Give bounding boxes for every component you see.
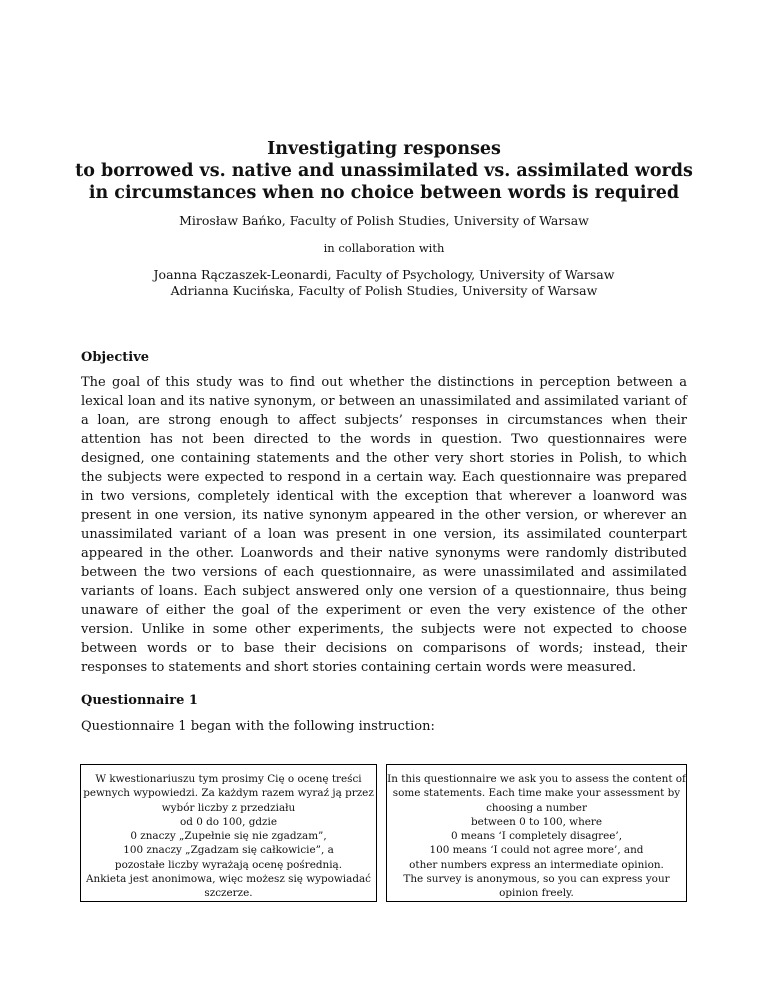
objective-heading: Objective bbox=[81, 350, 150, 365]
instruction-line: In this questionnaire we ask you to assess the content of bbox=[387, 773, 686, 785]
coauthor-line: Adrianna Kucińska, Faculty of Polish Studies, University of Warsaw bbox=[170, 283, 598, 298]
instruction-line: between 0 to 100, where bbox=[470, 815, 603, 828]
document-title bbox=[0, 138, 768, 204]
questionnaire-1-intro: Questionnaire 1 began with the following instruction: bbox=[81, 719, 435, 734]
instruction-box-english bbox=[386, 764, 687, 902]
instruction-line: 0 means ‘I completely disagree’, bbox=[450, 830, 623, 843]
title-line: Investigating responses bbox=[267, 139, 501, 159]
author-line: Mirosław Bańko, Faculty of Polish Studies, University of Warsaw bbox=[179, 213, 589, 228]
instruction-box-polish bbox=[80, 764, 377, 902]
instruction-line: 0 znaczy „Zupełnie się nie zgadzam”, bbox=[130, 830, 327, 843]
title-line: in circumstances when no choice between words is required bbox=[88, 183, 680, 203]
questionnaire-1-heading: Questionnaire 1 bbox=[81, 693, 198, 708]
instruction-line: Ankieta jest anonimowa, więc możesz się wypowiadać bbox=[86, 873, 371, 886]
instruction-line: opinion freely. bbox=[499, 887, 574, 900]
instruction-line: wybór liczby z przedziału bbox=[161, 801, 296, 814]
instruction-line: pozostałe liczby wyrażają ocenę pośrednią. bbox=[114, 858, 343, 871]
instruction-line: od 0 do 100, gdzie bbox=[179, 815, 278, 828]
instruction-line: choosing a number bbox=[486, 801, 587, 814]
instruction-line: The survey is anonymous, so you can express your bbox=[403, 873, 670, 886]
instruction-line: 100 means ‘I could not agree more’, and bbox=[429, 844, 644, 857]
instruction-line: other numbers express an intermediate opinion. bbox=[409, 858, 664, 871]
objective-paragraph: The goal of this study was to find out whether the distinctions in perception between a lexical loan and its native synonym, or between an unassimilated and assimilated variant of a loan, are strong enough to affect subjects’ responses in circumstances when their attention has not been directed to the words in question. Two questionnaires were designed, one containing statements and the other very short stories in Polish, to which the subjects were expected to respond in a certain way. Each questionnaire was prepared in two versions, completely identical with the exception that wherever a loanword was present in one version, its native synonym appeared in the other version, or wherever an unassimilated variant of a loan was present in one version, its assimilated counterpart appeared in the other. Loanwords and their native synonyms were randomly distributed between the two versions of each questionnaire, as were unassimilated and assimilated variants of loans. Each subject answered only one version of a questionnaire, thus being unaware of either the goal of the experiment or even the very existence of the other version. Unlike in some other experiments, the subjects were not expected to choose between words or to base their decisions on comparisons of words; instead, their responses to statements and short stories containing certain words were measured. bbox=[81, 375, 687, 675]
instruction-line: szczerze. bbox=[204, 887, 253, 900]
instruction-line: some statements. Each time make your assessment by bbox=[392, 787, 681, 800]
coauthor-line: Joanna Rączaszek-Leonardi, Faculty of Psychology, University of Warsaw bbox=[153, 267, 615, 282]
title-line: to borrowed vs. native and unassimilated vs. assimilated words bbox=[75, 161, 693, 181]
instruction-line: W kwestionariuszu tym prosimy Cię o ocenę treści bbox=[95, 773, 362, 785]
instruction-line: 100 znaczy „Zgadzam się całkowicie”, a bbox=[123, 844, 334, 857]
instruction-line: pewnych wypowiedzi. Za każdym razem wyraź ją przez bbox=[83, 787, 374, 800]
collaboration-line: in collaboration with bbox=[323, 241, 445, 255]
